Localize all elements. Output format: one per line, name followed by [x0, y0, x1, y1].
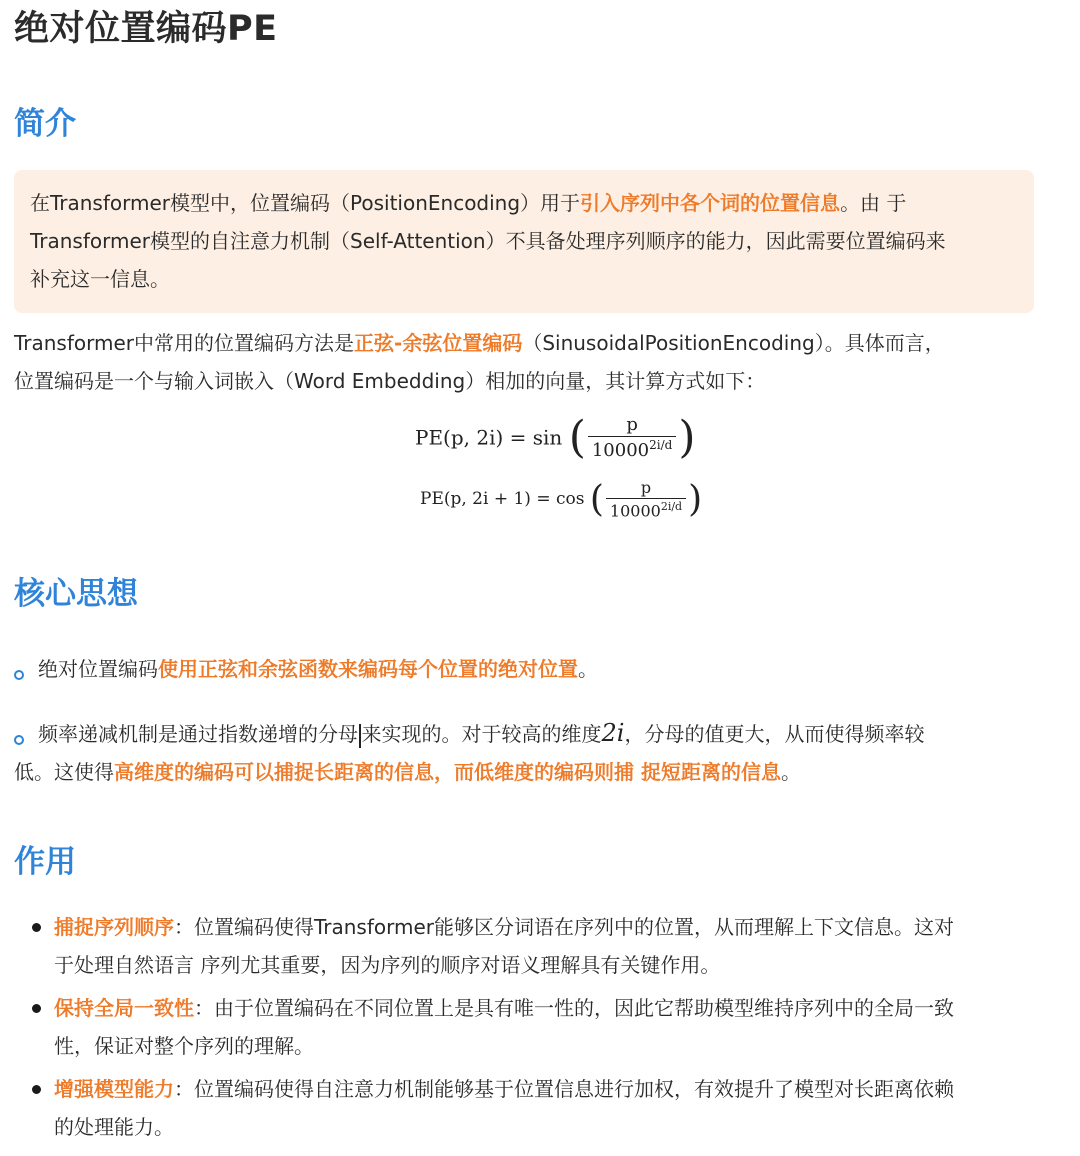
circle-bullet-icon [14, 735, 24, 745]
inline-math-2i: 2i [601, 719, 625, 747]
core-item-2 [14, 714, 1054, 791]
callout-line-1: 在Transformer模型中，位置编码（PositionEncoding）用于引入序列中各个词的位置信息。由 于 [30, 191, 907, 215]
paren-left: ( [568, 412, 586, 463]
paren-right: ) [688, 478, 703, 520]
callout-line-2: Transformer模型的自注意力机制（Self-Attention）不具备处理序列顺序的能力，因此需要位置编码来 [30, 229, 946, 253]
formula-sin-fraction: $\frac{p}{10000^{2i/d}}$ [588, 414, 676, 461]
formula-cos-lhs: PE(p, 2i + 1) = cos [420, 489, 585, 510]
core-item-1: 绝对位置编码使用正弦和余弦函数来编码每个位置的绝对位置。 [14, 650, 1054, 688]
section-heading-core: 核心思想 [14, 576, 138, 612]
bullet-dot-icon [32, 1004, 41, 1013]
core-highlight-1: 使用正弦和余弦函数来编码每个位置的绝对位置 [158, 657, 578, 681]
usage-item-3: 增强模型能力：位置编码使得自注意力机制能够基于位置信息进行加权，有效提升了模型对长距离依赖 的处理能力。 [54, 1077, 954, 1139]
callout-line-3: 补充这一信息。 [30, 267, 170, 291]
paren-left: ( [589, 478, 604, 520]
usage-item-1: 捕捉序列顺序：位置编码使得Transformer能够区分词语在序列中的位置，从而理解上下文信息。这对 于处理自然语言 序列尤其重要，因为序列的顺序对语义理解具有关键作用。 [54, 915, 955, 977]
usage-label-2: 保持全局一致性 [54, 996, 194, 1020]
formula-sin [415, 412, 696, 463]
callout-text [30, 184, 1030, 298]
usage-label-3: 增强模型能力 [54, 1077, 174, 1101]
paren-right: ) [678, 412, 696, 463]
bullet-dot-icon [32, 923, 41, 932]
core-item-2-line-2: 低。这使得高维度的编码可以捕捉长距离的信息，而低维度的编码则捕 捉短距离的信息。 [14, 760, 801, 784]
section-heading-usage: 作用 [14, 844, 76, 880]
intro-line-1: Transformer中常用的位置编码方法是正弦-余弦位置编码（SinusoidalPositionEncoding）。具体而言， [14, 331, 945, 355]
text-cursor-icon [359, 724, 361, 748]
intro-line-2: 位置编码是一个与输入词嵌入（Word Embedding）相加的向量，其计算方式如下： [14, 369, 766, 393]
intro-highlight: 正弦-余弦位置编码 [354, 331, 523, 355]
callout-highlight: 引入序列中各个词的位置信息 [580, 191, 841, 215]
page-title: 绝对位置编码PE [14, 9, 278, 49]
core-highlight-2: 高维度的编码可以捕捉长距离的信息，而低维度的编码则捕 捉短距离的信息 [114, 760, 781, 784]
core-item-2-line-1: 频率递减机制是通过指数递增的分母 来实现的。对于较高的维度2i，分母的值更大，从而使得频率较 [14, 714, 1054, 753]
formula-cos [420, 478, 702, 520]
formula-cos-fraction: $\frac{p}{10000^{2i/d}}$ [606, 478, 686, 520]
formula-sin-lhs: PE(p, 2i) = sin [415, 425, 563, 450]
section-heading-intro: 简介 [14, 106, 76, 142]
usage-label-1: 捕捉序列顺序 [54, 915, 174, 939]
circle-bullet-icon [14, 670, 24, 680]
bullet-dot-icon [32, 1085, 41, 1094]
intro-paragraph [14, 324, 1054, 400]
usage-item-2: 保持全局一致性：由于位置编码在不同位置上是具有唯一性的，因此它帮助模型维持序列中的全局一致 性，保证对整个序列的理解。 [54, 996, 954, 1058]
